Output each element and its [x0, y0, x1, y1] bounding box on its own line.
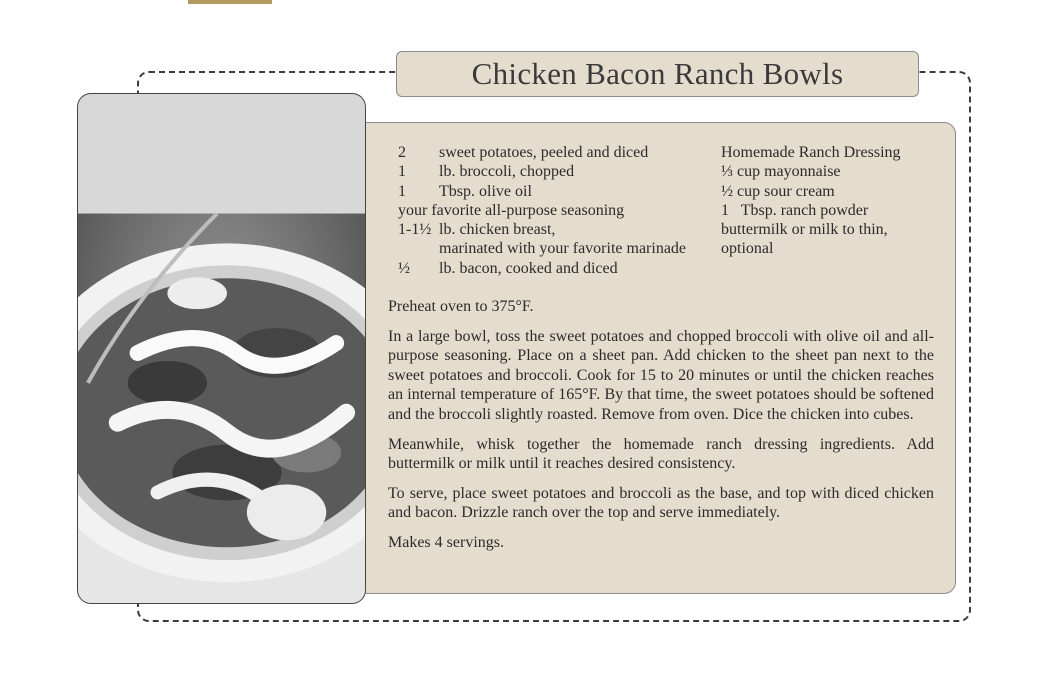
ingredient-item: Tbsp. olive oil	[439, 182, 532, 200]
food-photo	[77, 93, 366, 604]
ingredient-row	[398, 259, 686, 278]
instruction-step: In a large bowl, toss the sweet potatoes and chopped broccoli with olive oil and all-purpose seasoning. Place on a sheet pan. Add chicken to the sheet pan next to the sweet potatoes and broccoli. Cook for 15 to 20 minutes or until the chicken reaches an internal temperature of 165°F. By that time, the sweet potatoes should be softened and the broccoli slightly roasted. Remove from oven. Dice the chicken into cubes.	[388, 327, 934, 423]
recipe-title: Chicken Bacon Ranch Bowls	[471, 56, 844, 91]
ingredients-list	[398, 143, 686, 278]
ingredient-item: lb. chicken breast,	[439, 221, 556, 239]
dressing-list	[721, 143, 936, 259]
ingredient-continuation: marinated with your favorite marinade	[439, 240, 687, 258]
dressing-line: ⅓ cup mayonnaise	[721, 163, 841, 181]
ingredient-qty: 1	[398, 182, 406, 200]
ingredient-row	[398, 201, 686, 220]
instruction-step: To serve, place sweet potatoes and broccoli as the base, and top with diced chicken and bacon. Drizzle ranch over the top and serve immediately.	[388, 484, 934, 522]
title-banner	[396, 51, 919, 97]
ingredient-item: lb. bacon, cooked and diced	[439, 259, 618, 277]
ingredient-qty: ½	[398, 259, 410, 277]
ingredient-row	[398, 220, 686, 239]
ingredient-qty: 1	[398, 163, 406, 181]
ingredient-row	[398, 143, 686, 162]
ingredient-item: lb. broccoli, chopped	[439, 163, 575, 181]
dressing-line: 1 Tbsp. ranch powder	[721, 201, 869, 219]
instructions	[388, 297, 934, 563]
ingredient-qty: 2	[398, 144, 406, 161]
dressing-line: ½ cup sour cream	[721, 182, 835, 200]
ingredient-qty: 1-1½	[398, 221, 432, 239]
ingredient-item: sweet potatoes, peeled and diced	[439, 144, 649, 161]
ingredient-item: your favorite all-purpose seasoning	[398, 201, 625, 219]
ingredient-row	[398, 162, 686, 181]
instruction-step: Makes 4 servings.	[388, 533, 504, 551]
dressing-line: optional	[721, 240, 774, 258]
instruction-step: Meanwhile, whisk together the homemade ranch dressing ingredients. Add buttermilk or milk until it reaches desired consistency.	[388, 435, 934, 473]
instruction-step: Preheat oven to 375°F.	[388, 298, 534, 315]
bowl-image	[78, 94, 365, 603]
dressing-heading: Homemade Ranch Dressing	[721, 144, 901, 161]
dressing-line: buttermilk or milk to thin,	[721, 221, 888, 239]
accent-bar	[188, 0, 272, 4]
ingredient-row	[398, 182, 686, 201]
